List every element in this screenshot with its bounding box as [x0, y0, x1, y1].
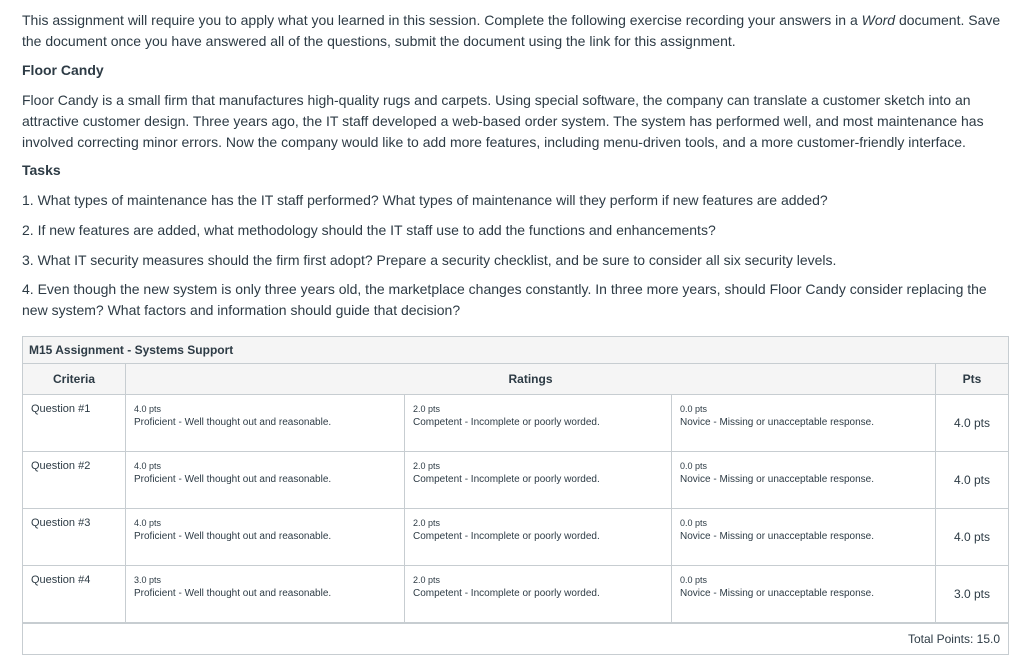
rating-cell: 0.0 pts Novice - Missing or unacceptable response.	[672, 395, 936, 452]
rubric-header-row	[23, 364, 1008, 395]
case-description: Floor Candy is a small firm that manufactures high-quality rugs and carpets. Using special software, the company can translate a customer sketch into an attractive customer design. Three years ago, the IT staff developed a web-based order system. The system has performed well, and most maintenance has involved correcting minor errors. Now the company would like to add more features, including menu-driven tools, and a more customer-friendly interface.	[22, 92, 984, 150]
rating-cell: 3.0 pts Proficient - Well thought out and reasonable.	[126, 566, 405, 623]
rubric-title: M15 Assignment - Systems Support	[23, 337, 1008, 364]
criterion-cell: Question #2	[23, 452, 126, 509]
rubric-row	[23, 452, 1008, 509]
criterion-cell: Question #1	[23, 395, 126, 452]
rubric-table	[23, 364, 1008, 623]
case-title: Floor Candy	[22, 62, 104, 78]
rating-cell: 0.0 pts Novice - Missing or unacceptable response.	[672, 566, 936, 623]
rating-cell: 0.0 pts Novice - Missing or unacceptable response.	[672, 452, 936, 509]
points-cell: 3.0 pts	[936, 566, 1009, 623]
rubric-row	[23, 509, 1008, 566]
points-cell: 4.0 pts	[936, 395, 1009, 452]
pts-header: Pts	[936, 364, 1009, 395]
rating-cell: 4.0 pts Proficient - Well thought out and reasonable.	[126, 452, 405, 509]
task-item: 4. Even though the new system is only three years old, the marketplace changes constantly. In three more years, should Floor Candy consider replacing the new system? What factors and information should guide that decision?	[22, 281, 987, 318]
criteria-header: Criteria	[23, 364, 126, 395]
rating-cell: 0.0 pts Novice - Missing or unacceptable response.	[672, 509, 936, 566]
rating-cell: 2.0 pts Competent - Incomplete or poorly worded.	[405, 395, 672, 452]
rating-cell: 4.0 pts Proficient - Well thought out and reasonable.	[126, 509, 405, 566]
rubric	[22, 336, 1009, 655]
word-emphasis: Word	[861, 12, 896, 28]
tasks-title: Tasks	[22, 162, 61, 178]
rating-cell: 2.0 pts Competent - Incomplete or poorly worded.	[405, 509, 672, 566]
task-item: 1. What types of maintenance has the IT staff performed? What types of maintenance will they perform if new features are added?	[22, 192, 828, 208]
points-cell: 4.0 pts	[936, 452, 1009, 509]
task-item: 3. What IT security measures should the firm first adopt? Prepare a security checklist, and be sure to consider all six security levels.	[22, 252, 837, 268]
criterion-cell: Question #3	[23, 509, 126, 566]
ratings-header: Ratings	[126, 364, 936, 395]
total-points: Total Points: 15.0	[23, 623, 1008, 654]
points-cell: 4.0 pts	[936, 509, 1009, 566]
criterion-cell: Question #4	[23, 566, 126, 623]
rating-cell: 2.0 pts Competent - Incomplete or poorly worded.	[405, 566, 672, 623]
rubric-row	[23, 566, 1008, 623]
rating-cell: 2.0 pts Competent - Incomplete or poorly worded.	[405, 452, 672, 509]
rubric-row	[23, 395, 1008, 452]
task-item: 2. If new features are added, what methodology should the IT staff use to add the functions and enhancements?	[22, 222, 716, 238]
rating-cell: 4.0 pts Proficient - Well thought out and reasonable.	[126, 395, 405, 452]
assignment-intro: This assignment will require you to apply what you learned in this session. Complete the following exercise recording your answers in a Word document. Save the document once you have answered all of the questions, submit the document using the link for this assignment.	[22, 12, 1001, 49]
